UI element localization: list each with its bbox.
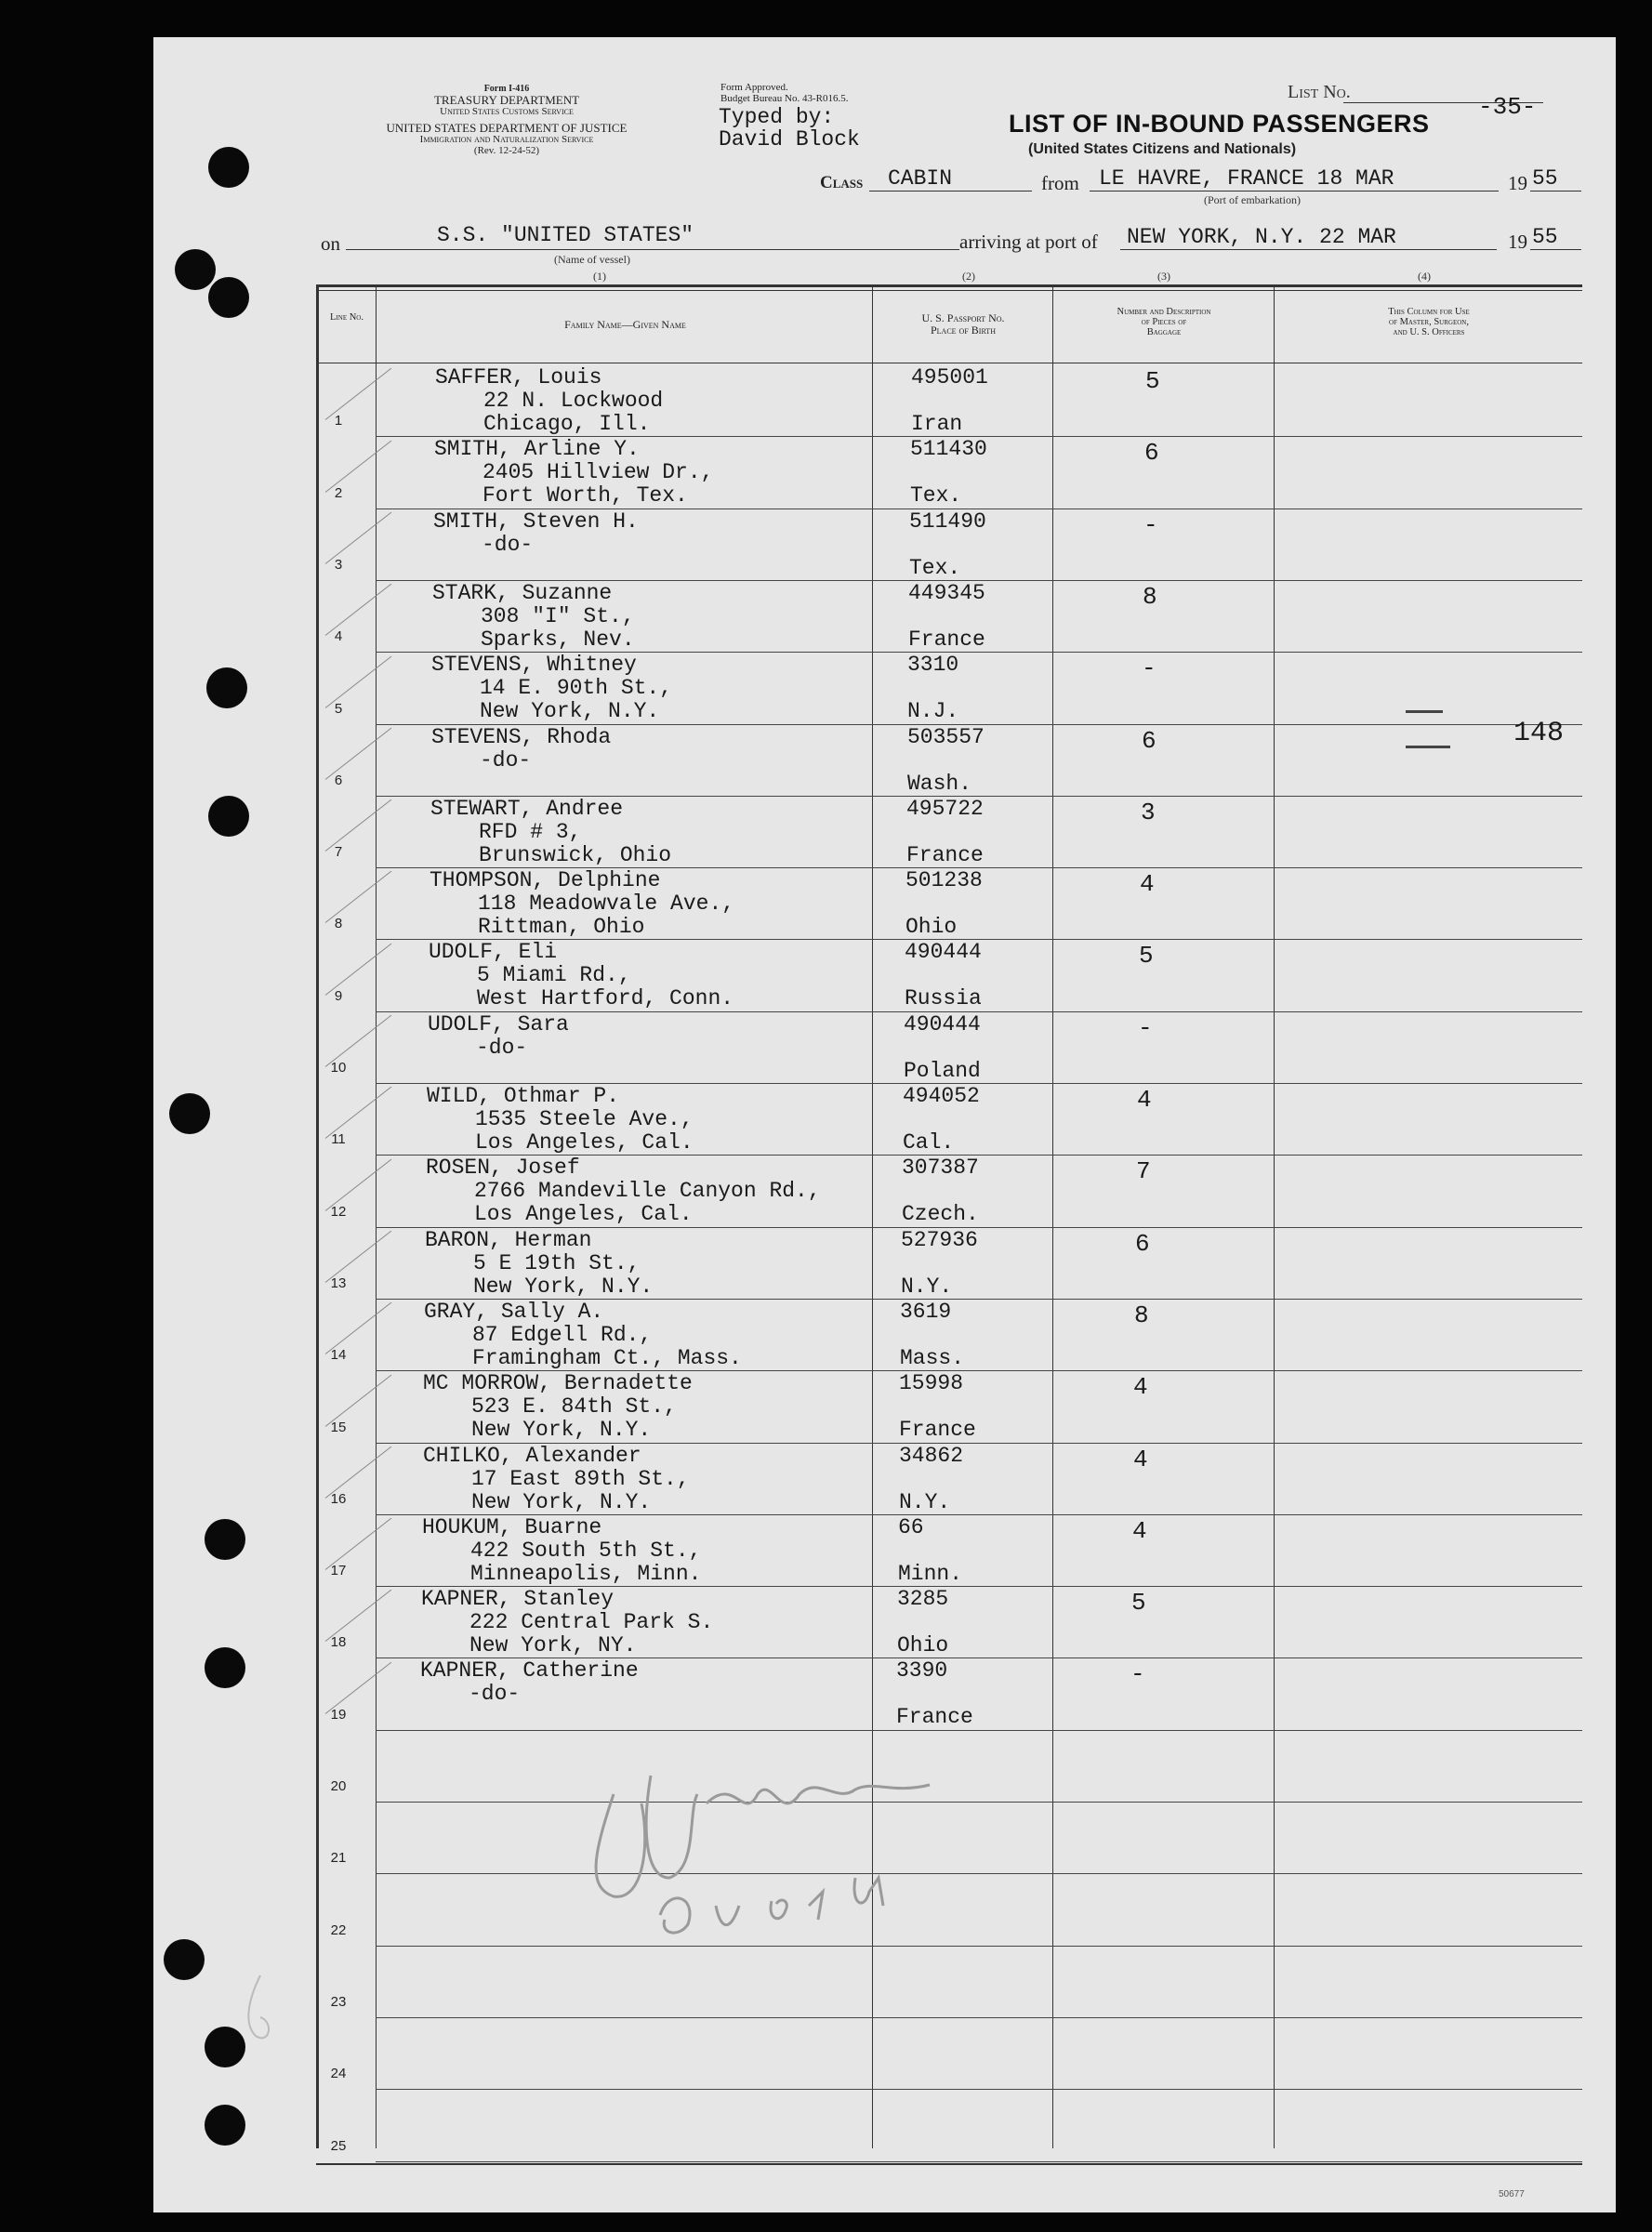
binder-hole (205, 1647, 245, 1688)
baggage-count: 8 (1143, 582, 1157, 611)
binder-hole (208, 147, 249, 188)
binder-hole (169, 1093, 210, 1134)
baggage-count: 3 (1141, 798, 1156, 826)
passenger-name: CHILKO, Alexander (423, 1443, 641, 1468)
baggage-count: 7 (1136, 1157, 1151, 1186)
place-of-birth: Mass. (900, 1345, 965, 1370)
line-number: 6 (334, 772, 343, 788)
baggage-count: 6 (1142, 726, 1156, 755)
passenger-name: SAFFER, Louis (435, 365, 602, 390)
form-title: LIST OF IN-BOUND PASSENGERS (1009, 110, 1430, 138)
passenger-address-line1: 2405 Hillview Dr., (482, 460, 714, 485)
baggage-count: - (1138, 1013, 1153, 1042)
col-header-passport-line1: U. S. Passport No. (921, 311, 1005, 324)
col-header-baggage-line1: Number and Description (1117, 307, 1211, 317)
passport-number: 34862 (899, 1443, 964, 1468)
typist-block (719, 106, 860, 151)
port-of-embarkation: LE HAVRE, FRANCE 18 MAR (1099, 166, 1394, 191)
baggage-count: 6 (1135, 1229, 1150, 1258)
passport-number: 495722 (906, 796, 984, 821)
passenger-address-line2: Los Angeles, Cal. (474, 1202, 693, 1227)
passport-number: 490444 (904, 1011, 981, 1037)
binder-hole (208, 277, 249, 318)
passport-number: 449345 (908, 580, 985, 605)
row-divider (376, 1946, 1582, 1947)
passenger-address-line1: 14 E. 90th St., (480, 676, 673, 701)
year2-prefix: 19 (1508, 231, 1527, 253)
line-number: 18 (330, 1634, 347, 1651)
budget-bureau: Budget Bureau No. 43-R016.5. (720, 93, 849, 104)
line-number: 19 (330, 1706, 347, 1723)
place-of-birth: France (896, 1705, 973, 1730)
row-divider (376, 2161, 1582, 2162)
place-of-birth: Cal. (903, 1130, 955, 1155)
binder-hole (175, 249, 216, 290)
line-number: 20 (330, 1778, 347, 1794)
passenger-name: BARON, Herman (425, 1227, 592, 1252)
vessel-caption: (Name of vessel) (554, 253, 630, 266)
binder-hole (205, 1519, 245, 1560)
binder-hole (206, 667, 247, 708)
col-header-officers-line2: of Master, Surgeon, (1389, 317, 1469, 327)
officer-note: 148 (1513, 718, 1565, 749)
binder-hole (164, 1939, 205, 1980)
col-header-officers-line3: and U. S. Officers (1393, 327, 1465, 337)
baggage-count: 4 (1133, 1445, 1148, 1473)
row-divider (376, 2089, 1582, 2090)
binder-hole (208, 796, 249, 837)
baggage-count: 5 (1145, 367, 1160, 395)
baggage-count: 4 (1132, 1516, 1147, 1545)
officer-mark (1406, 710, 1443, 713)
passenger-name: UDOLF, Sara (428, 1011, 569, 1037)
margin-pencil-mark-icon (232, 1966, 279, 2050)
place-of-birth: Wash. (907, 771, 972, 796)
passport-number: 511490 (909, 508, 986, 534)
place-of-birth: Poland (904, 1058, 981, 1083)
col-header-passport (876, 312, 1051, 337)
line-number: 15 (330, 1419, 347, 1435)
line-number: 3 (334, 556, 343, 573)
passenger-address-line1: 17 East 89th St., (471, 1466, 690, 1491)
place-of-birth: Ohio (897, 1633, 949, 1658)
passenger-address-line2: Minneapolis, Minn. (470, 1561, 702, 1586)
passenger-address-line1: 5 E 19th St., (473, 1250, 641, 1275)
col-header-baggage (1056, 307, 1272, 337)
passenger-name: STEWART, Andree (430, 796, 624, 821)
list-no-label: List No. (1288, 82, 1351, 102)
col-header-passport-line2: Place of Birth (931, 324, 996, 337)
place-of-birth: N.Y. (901, 1274, 953, 1299)
year-suffix: 55 (1532, 166, 1558, 191)
col-header-officers-line1: This Column for Use (1388, 307, 1470, 317)
passenger-address-line2: Chicago, Ill. (483, 412, 651, 436)
baggage-count: 6 (1144, 439, 1159, 468)
port-of-arrival: NEW YORK, N.Y. 22 MAR (1127, 225, 1396, 249)
revision: (Rev. 12-24-52) (473, 145, 540, 156)
passenger-address-line2: Sparks, Nev. (481, 627, 635, 652)
place-of-birth: Iran (911, 412, 963, 436)
baggage-count: - (1142, 654, 1156, 683)
passenger-address-line1: -do- (482, 532, 534, 557)
passenger-address-line1: 222 Central Park S. (469, 1610, 714, 1635)
col-num-4: (4) (1418, 270, 1431, 283)
row-divider (376, 2017, 1582, 2018)
approval-block (720, 82, 848, 104)
baggage-count: 8 (1134, 1301, 1149, 1329)
passenger-name: STARK, Suzanne (432, 580, 613, 605)
passenger-name: STEVENS, Whitney (431, 653, 637, 678)
passenger-name: KAPNER, Stanley (421, 1587, 615, 1612)
passenger-address-line2: New York, N.Y. (471, 1418, 652, 1443)
binder-hole (205, 2105, 245, 2146)
year-prefix: 19 (1508, 172, 1527, 194)
place-of-birth: France (899, 1418, 976, 1443)
typed-by-name: David Block (719, 127, 860, 152)
passport-number: 3285 (897, 1587, 949, 1612)
justice-department: UNITED STATES DEPARTMENT OF JUSTICE (386, 121, 628, 135)
line-number: 17 (330, 1563, 347, 1579)
passport-number: 307387 (902, 1156, 979, 1181)
passenger-name: HOUKUM, Buarne (422, 1514, 602, 1539)
from-label: from (1041, 172, 1079, 194)
passport-number: 503557 (907, 724, 985, 749)
col-num-2: (2) (962, 270, 975, 283)
line-number: 10 (330, 1060, 347, 1076)
passenger-name: GRAY, Sally A. (424, 1299, 604, 1324)
baggage-count: - (1130, 1660, 1145, 1689)
class-label: Class (820, 173, 864, 192)
row-divider (376, 1802, 1582, 1803)
table-left-border (316, 284, 319, 2148)
line-number: 14 (330, 1347, 347, 1364)
line-number: 22 (330, 1922, 347, 1938)
port-caption: (Port of embarkation) (1204, 193, 1301, 206)
passport-number: 15998 (899, 1371, 964, 1396)
line-number: 9 (334, 987, 343, 1004)
baggage-count: 4 (1133, 1373, 1148, 1402)
passenger-address-line2: West Hartford, Conn. (477, 986, 734, 1011)
passenger-name: STEVENS, Rhoda (431, 724, 612, 749)
passenger-address-line1: 5 Miami Rd., (477, 963, 631, 988)
footer-code: 50677 (1499, 2189, 1525, 2199)
passenger-address-line1: -do- (476, 1035, 528, 1060)
passenger-address-line2: New York, N.Y. (480, 699, 660, 724)
line-number: 13 (330, 1274, 347, 1291)
passport-number: 495001 (911, 365, 988, 390)
vessel-name: S.S. "UNITED STATES" (437, 223, 694, 247)
place-of-birth: Tex. (909, 555, 961, 580)
passport-number: 511430 (910, 437, 987, 462)
row-divider (376, 1730, 1582, 1731)
place-of-birth: France (906, 842, 984, 867)
passport-number: 490444 (905, 940, 982, 965)
typed-by-label: Typed by: (719, 105, 835, 129)
place-of-birth: Minn. (898, 1561, 963, 1586)
passport-number: 494052 (903, 1084, 980, 1108)
line-number: 16 (330, 1490, 347, 1507)
passenger-address-line1: 87 Edgell Rd., (472, 1322, 653, 1347)
baggage-count: - (1143, 510, 1158, 539)
passenger-name: WILD, Othmar P. (427, 1084, 620, 1108)
baggage-count: 4 (1140, 870, 1155, 899)
on-label: on (321, 232, 340, 255)
baggage-count: 4 (1137, 1086, 1152, 1114)
place-of-birth: Czech. (902, 1202, 979, 1227)
officer-mark (1406, 746, 1450, 748)
passport-number: 3619 (900, 1299, 952, 1324)
line-number: 4 (334, 628, 343, 645)
passenger-address-line1: -do- (469, 1682, 521, 1707)
arriving-label: arriving at port of (959, 231, 1098, 253)
passenger-address-line1: 2766 Mandeville Canyon Rd., (474, 1179, 821, 1204)
line-number: 23 (330, 1993, 347, 2010)
passenger-name: KAPNER, Catherine (420, 1658, 639, 1684)
line-number: 5 (334, 700, 343, 717)
class-value: CABIN (888, 166, 953, 191)
table-bottom-rule (316, 2163, 1582, 2165)
passenger-name: MC MORROW, Bernadette (423, 1371, 693, 1396)
passenger-name: SMITH, Arline Y. (434, 437, 640, 462)
passenger-address-line2: Los Angeles, Cal. (475, 1130, 694, 1155)
line-number: 8 (334, 916, 343, 932)
col-header-line-no: Line No. (330, 312, 363, 323)
line-number: 21 (330, 1850, 347, 1867)
place-of-birth: France (908, 627, 985, 652)
passenger-name: UDOLF, Eli (429, 940, 558, 965)
row-divider (376, 1873, 1582, 1874)
passenger-name: SMITH, Steven H. (433, 508, 639, 534)
list-number: -35- (1478, 93, 1537, 121)
year2-suffix: 55 (1532, 225, 1558, 249)
passenger-address-line1: -do- (480, 747, 532, 773)
col-header-officers (1277, 307, 1580, 337)
col-num-1: (1) (593, 270, 606, 283)
line-number: 25 (330, 2137, 347, 2154)
place-of-birth: Tex. (910, 483, 962, 508)
line-number: 11 (331, 1131, 346, 1148)
passenger-address-line2: New York, N.Y. (473, 1274, 654, 1299)
passenger-address-line1: 118 Meadowvale Ave., (478, 891, 735, 917)
place-of-birth: N.Y. (899, 1489, 951, 1514)
passport-number: 3390 (896, 1658, 948, 1684)
passenger-address-line2: New York, N.Y. (471, 1489, 652, 1514)
line-number: 1 (334, 413, 343, 429)
passenger-address-line2: Fort Worth, Tex. (482, 483, 688, 508)
col-header-name: Family Name—Given Name (564, 318, 686, 331)
passport-number: 501238 (905, 868, 983, 893)
pencil-signature-icon (558, 1738, 976, 1952)
passenger-address-line2: Brunswick, Ohio (479, 842, 672, 867)
form-approved: Form Approved. (720, 82, 788, 93)
customs-service: United States Customs Service (440, 106, 574, 117)
place-of-birth: Ohio (905, 915, 958, 940)
passenger-address-line1: 22 N. Lockwood (483, 389, 664, 413)
passenger-address-line2: Rittman, Ohio (478, 915, 645, 940)
place-of-birth: Russia (905, 986, 982, 1011)
table-top-rule (316, 284, 1582, 287)
passenger-address-line2: New York, NY. (469, 1633, 637, 1658)
form-subtitle: (United States Citizens and Nationals) (1028, 141, 1297, 157)
passport-number: 66 (898, 1514, 924, 1539)
treasury-department: TREASURY DEPARTMENT (433, 93, 580, 107)
passenger-address-line1: 1535 Steele Ave., (475, 1107, 694, 1131)
place-of-birth: N.J. (907, 699, 959, 724)
passenger-address-line1: 308 "I" St., (481, 603, 635, 628)
baggage-count: 5 (1139, 942, 1154, 971)
passport-number: 527936 (901, 1227, 978, 1252)
baggage-count: 5 (1131, 1589, 1146, 1618)
col-header-baggage-line3: Baggage (1146, 327, 1182, 337)
passenger-name: ROSEN, Josef (426, 1156, 580, 1181)
form-number: Form I-416 (483, 84, 530, 94)
passenger-name: THOMPSON, Delphine (430, 868, 661, 893)
passenger-address-line1: RFD # 3, (479, 819, 582, 844)
header-left-block (330, 84, 683, 156)
line-number: 24 (330, 2066, 347, 2082)
line-number: 7 (334, 844, 343, 861)
ins-service: Immigration and Naturalization Service (419, 134, 594, 145)
col-num-3: (3) (1157, 270, 1170, 283)
line-number: 12 (330, 1203, 347, 1220)
passenger-address-line2: Framingham Ct., Mass. (472, 1345, 742, 1370)
col-header-baggage-line2: of Pieces of (1141, 317, 1187, 327)
line-number: 2 (334, 484, 343, 501)
passenger-address-line1: 523 E. 84th St., (471, 1394, 677, 1420)
passport-number: 3310 (907, 653, 959, 678)
passenger-address-line1: 422 South 5th St., (470, 1538, 702, 1563)
